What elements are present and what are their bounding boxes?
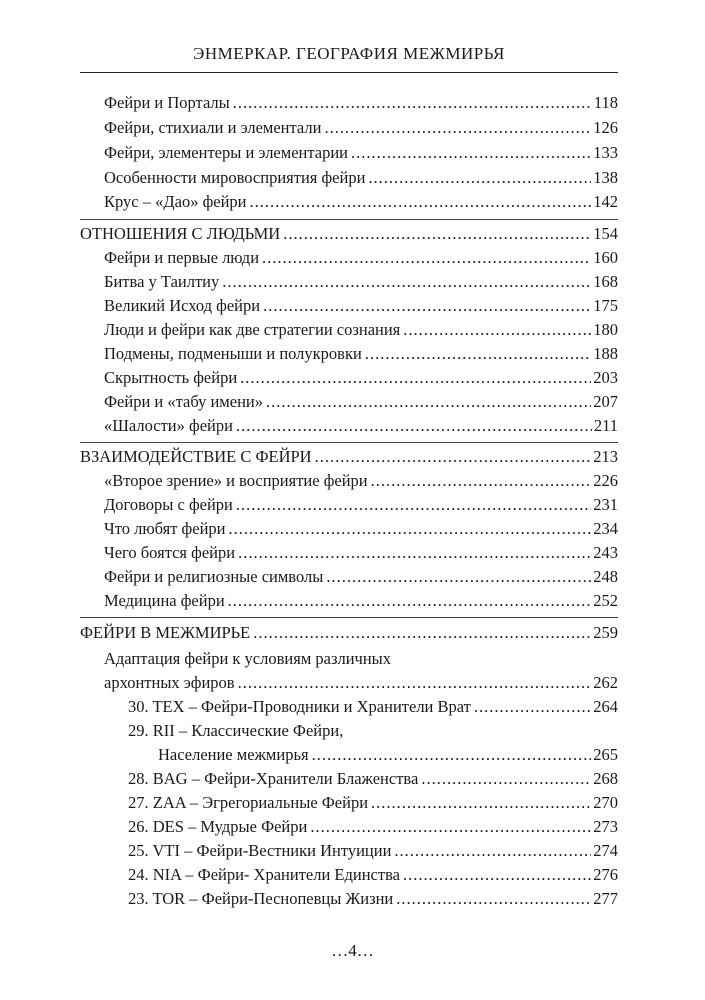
toc-entry-page: 277 [593, 889, 618, 908]
toc-leader-dots [236, 495, 591, 515]
toc-section-heading [80, 447, 618, 471]
toc-leader-dots [396, 889, 591, 909]
toc-entry-title: 25. VTI – Фейри-Вестники Интуиции [128, 841, 392, 860]
toc-entry-page: 264 [593, 697, 618, 716]
toc-section-heading [80, 224, 618, 248]
toc-entry-page: 234 [593, 519, 618, 538]
toc-entry-title: Великий Исход фейри [104, 296, 261, 315]
toc-entry-page: 265 [593, 745, 618, 764]
toc-entry-title: Битва у Таилтиу [104, 272, 220, 291]
toc-entry-title: Медицина фейри [104, 591, 225, 610]
toc-entry [128, 697, 618, 721]
toc-entry-page: 248 [593, 567, 618, 586]
toc-entry-page: 243 [593, 543, 618, 562]
toc-entry-page: 138 [593, 168, 618, 187]
toc-entry-page: 168 [593, 272, 618, 291]
toc-entry [128, 865, 618, 889]
toc-entry-page: 180 [593, 320, 618, 339]
toc-entry [104, 192, 618, 216]
toc-entry-page: 126 [593, 118, 618, 137]
toc-entry [128, 793, 618, 817]
toc-leader-dots [266, 392, 591, 412]
toc-entry [128, 817, 618, 841]
toc-entry-title: Крус – «Дао» фейри [104, 192, 247, 211]
toc-entry-title: Фейри и религиозные символы [104, 567, 324, 586]
toc-entry [104, 118, 618, 142]
toc-entry-page: 118 [593, 93, 618, 112]
toc-entry-page: 207 [593, 392, 618, 411]
toc-leader-dots [421, 769, 591, 789]
toc-entry-title: Чего боятся фейри [104, 543, 236, 562]
toc-leader-dots [368, 168, 591, 188]
toc-entry-title: Особенности мировосприятия фейри [104, 168, 366, 187]
toc-leader-dots [403, 865, 591, 885]
toc-leader-dots [315, 447, 592, 467]
toc-entry-page: 203 [593, 368, 618, 387]
toc-leader-dots [365, 344, 591, 364]
toc-entry-title: Фейри и «табу имени» [104, 392, 263, 411]
toc-entry [104, 416, 618, 440]
toc-leader-dots [233, 93, 592, 113]
toc-entry-page: 142 [593, 192, 618, 211]
toc-entry-page: 274 [593, 841, 618, 860]
toc-entry-title: Фейри и Порталы [104, 93, 230, 112]
toc-entry-title: «Шалости» фейри [104, 416, 233, 435]
toc-entry-title: Что любят фейри [104, 519, 226, 538]
toc-leader-dots [228, 591, 592, 611]
toc-entry [104, 673, 618, 697]
toc-entry-page: 154 [593, 224, 618, 243]
toc-entry [104, 543, 618, 567]
toc-entry-title: 26. DES – Мудрые Фейри [128, 817, 308, 836]
toc-entry-page: 211 [593, 416, 618, 435]
toc-entry-page: 188 [593, 344, 618, 363]
toc-entry-page: 252 [593, 591, 618, 610]
toc-leader-dots [222, 272, 591, 292]
toc-entry [104, 272, 618, 296]
page-number: …4… [331, 941, 374, 960]
toc-leader-dots [283, 224, 591, 244]
toc-entry [128, 889, 618, 913]
toc-leader-dots [394, 841, 591, 861]
toc-leader-dots [238, 543, 591, 563]
toc-entry-title: архонтных эфиров [104, 673, 235, 692]
toc-entry-title-line: 29. RII – Классические Фейри, [128, 721, 344, 740]
toc-entry-title: Подмены, подменыши и полукровки [104, 344, 362, 363]
toc-entry-title: 30. TEX – Фейри-Проводники и Хранители Врат [128, 697, 471, 716]
toc-entry-title: 24. NIA – Фейри- Хранители Единства [128, 865, 400, 884]
toc-entry-page: 226 [593, 471, 618, 490]
toc-leader-dots [240, 368, 591, 388]
toc-entry-title: Фейри и первые люди [104, 248, 260, 267]
toc-entry-title: 23. TOR – Фейри-Песнопевцы Жизни [128, 889, 394, 908]
toc-entry [104, 519, 618, 543]
toc-entry-page: 270 [593, 793, 618, 812]
toc-entry [104, 392, 618, 416]
toc-entry [104, 168, 618, 192]
toc-entry-page: 160 [593, 248, 618, 267]
toc-entry-title: Договоры с фейри [104, 495, 233, 514]
toc-entry-title: «Второе зрение» и восприятие фейри [104, 471, 368, 490]
toc-leader-dots [238, 673, 592, 693]
toc-leader-dots [474, 697, 591, 717]
toc-entry [104, 471, 618, 495]
toc-entry-page: 175 [593, 296, 618, 315]
toc-entry [104, 93, 618, 117]
toc-entry [104, 591, 618, 615]
toc-leader-dots [250, 192, 592, 212]
toc-leader-dots [312, 745, 592, 765]
toc-leader-dots [236, 416, 592, 436]
toc-entry-page: 133 [593, 143, 618, 162]
toc-entry [104, 296, 618, 320]
toc-leader-dots [371, 471, 592, 491]
toc-entry [158, 745, 618, 769]
section-divider [80, 442, 618, 443]
toc-entry-title: ВЗАИМОДЕЙСТВИЕ С ФЕЙРИ [80, 447, 312, 466]
toc-entry-title: Население межмирья [158, 745, 309, 764]
toc-leader-dots [403, 320, 591, 340]
toc-leader-dots [263, 296, 591, 316]
toc-entry-title: 28. BAG – Фейри-Хранители Блаженства [128, 769, 419, 788]
toc-entry [104, 248, 618, 272]
toc-entry [128, 769, 618, 793]
toc-entry-title: Фейри, элементеры и элементарии [104, 143, 348, 162]
section-divider [80, 617, 618, 618]
toc-entry-title: Скрытность фейри [104, 368, 238, 387]
toc-leader-dots [262, 248, 591, 268]
toc-section-heading [80, 623, 618, 647]
toc-entry [104, 344, 618, 368]
toc-entry-title: ОТНОШЕНИЯ С ЛЮДЬМИ [80, 224, 281, 243]
toc-entry-title: ФЕЙРИ В МЕЖМИРЬЕ [80, 623, 251, 642]
toc-entry [104, 143, 618, 167]
toc-entry [128, 841, 618, 865]
toc-entry-title: 27. ZAA – Эгрегориальные Фейри [128, 793, 369, 812]
toc-entry-page: 276 [593, 865, 618, 884]
toc-leader-dots [326, 567, 591, 587]
toc-leader-dots [310, 817, 591, 837]
toc-entry [104, 567, 618, 591]
toc-entry [104, 368, 618, 392]
toc-leader-dots [253, 623, 591, 643]
toc-entry [104, 320, 618, 344]
toc-leader-dots [371, 793, 591, 813]
section-divider [80, 219, 618, 220]
toc-entry-page: 231 [593, 495, 618, 514]
toc-entry-title: Фейри, стихиали и элементали [104, 118, 322, 137]
toc-entry-page: 262 [593, 673, 618, 692]
toc-leader-dots [324, 118, 591, 138]
toc-entry-page: 268 [593, 769, 618, 788]
toc-entry-page: 259 [593, 623, 618, 642]
toc-leader-dots [229, 519, 592, 539]
toc-entry-page: 273 [593, 817, 618, 836]
toc-entry-title-line: Адаптация фейри к условиям различных [104, 649, 392, 668]
toc-entry [104, 495, 618, 519]
toc-entry-page: 213 [593, 447, 618, 466]
toc-leader-dots [351, 143, 591, 163]
toc-entry-title: Люди и фейри как две стратегии сознания [104, 320, 401, 339]
running-head: ЭНМЕРКАР. ГЕОГРАФИЯ МЕЖМИРЬЯ [193, 44, 505, 63]
